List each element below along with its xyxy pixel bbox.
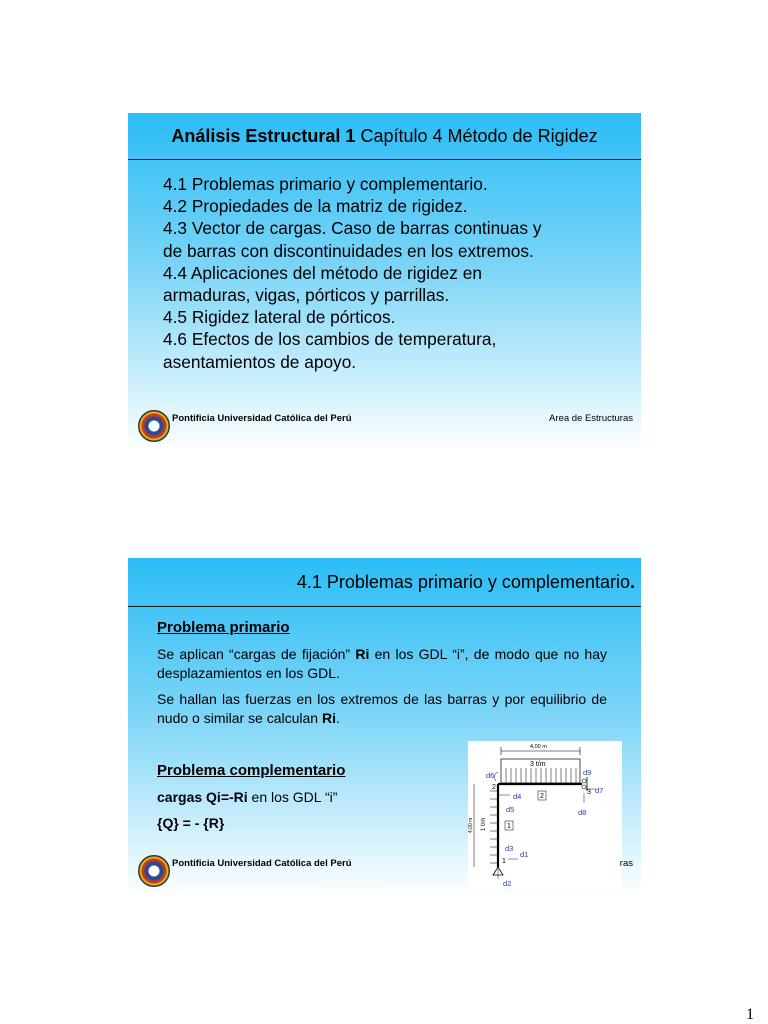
title-period: . [629, 571, 635, 592]
node-label: 3 [587, 789, 591, 796]
chapter-title: Capítulo 4 Método de Rigidez [355, 125, 598, 146]
slide-footer [138, 410, 633, 444]
toc-line: asentamientos de apoyo. [163, 351, 357, 372]
slide-title [128, 558, 641, 607]
side-load-label: 1 t/m [481, 817, 487, 831]
dof-label: d5 [506, 805, 515, 814]
paragraph: cargas Qi=-Ri en los GDL “i” [157, 789, 338, 805]
slide-footer [138, 855, 633, 889]
toc-line: 4.6 Efectos de los cambios de temperatura, [163, 329, 497, 350]
node-label: 2 [492, 784, 496, 791]
span-label: 4,00 m [530, 744, 547, 750]
page-number: 1 [746, 1006, 754, 1023]
dof-label: d6 [486, 771, 495, 780]
slide-title [128, 113, 641, 160]
toc-line: 4.5 Rigidez lateral de pórticos. [163, 307, 396, 328]
load-label: 3 t/m [530, 761, 546, 768]
university-name: Pontificia Universidad Católica del Perú [172, 858, 352, 869]
toc-line: de barras con discontinuidades en los extremos. [163, 240, 534, 261]
university-logo-icon [138, 855, 170, 887]
height-label: 4,00 m [468, 817, 474, 833]
department-name: ras [619, 858, 633, 869]
heading-primary-problem: Problema primario [157, 619, 290, 636]
member-label: 2 [540, 793, 544, 800]
dof-label: d9 [583, 768, 592, 777]
university-logo-icon [138, 410, 170, 442]
toc-line: 4.3 Vector de cargas. Caso de barras continuas y [163, 218, 542, 239]
slide-2 [128, 558, 641, 897]
member-label: 1 [507, 823, 511, 830]
dof-label: d2 [503, 879, 512, 888]
table-of-contents [163, 173, 623, 373]
toc-line: 4.4 Aplicaciones del método de rigidez en [163, 262, 482, 283]
university-name: Pontificia Universidad Católica del Perú [172, 413, 352, 424]
toc-line: 4.2 Propiedades de la matriz de rigidez. [163, 196, 468, 217]
equation: {Q} = - {R} [157, 815, 225, 831]
toc-line: 4.1 Problemas primario y complementario. [163, 174, 488, 194]
section-title: 4.1 Problemas primario y complementario [296, 571, 630, 592]
heading-complementary-problem: Problema complementario [157, 762, 346, 779]
department-name: Area de Estructuras [549, 413, 633, 424]
dof-label: d3 [505, 844, 514, 853]
slide-1 [128, 113, 641, 452]
dof-label: d1 [520, 850, 529, 859]
paragraph: Se aplican “cargas de fijación” Ri en los GDL “i”, de modo que no hay desplazamientos en los GDL. [157, 646, 607, 681]
dof-label: d8 [578, 808, 587, 817]
dof-label: d7 [595, 786, 604, 795]
paragraph: Se hallan las fuerzas en los extremos de las barras y por equilibrio de nudo o similar se calculan Ri. [157, 691, 607, 726]
dof-label: d4 [513, 792, 522, 801]
toc-line: armaduras, vigas, pórticos y parrillas. [163, 285, 450, 306]
course-title: Análisis Estructural 1 [171, 125, 356, 146]
node-label: 1 [502, 858, 506, 865]
